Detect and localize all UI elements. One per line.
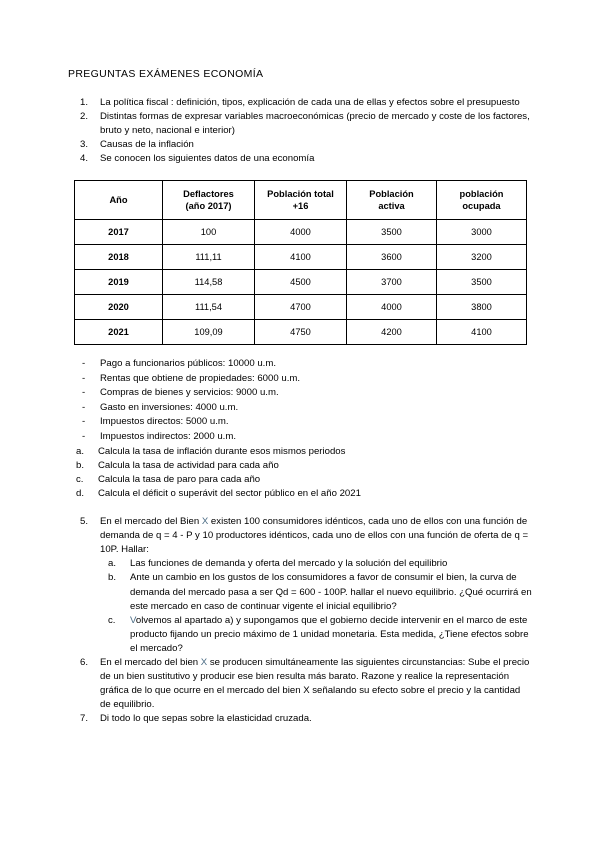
table-cell: 4100 xyxy=(437,320,527,345)
list-item-label: Compras de bienes y servicios: 9000 u.m. xyxy=(100,387,279,399)
question-text xyxy=(100,656,532,712)
header-line: Población total xyxy=(267,188,334,199)
header-line: ocupada xyxy=(462,201,501,212)
table-cell: 3000 xyxy=(437,220,527,245)
sub-item-letter: c. xyxy=(76,473,84,485)
accent-token: X xyxy=(201,516,209,528)
list-item-label: Rentas que obtiene de propiedades: 6000 u.m. xyxy=(100,372,301,384)
table-cell-year: 2020 xyxy=(75,295,163,320)
table-cell-year: 2018 xyxy=(75,245,163,270)
table-cell: 111,11 xyxy=(163,245,255,270)
table-header-cell xyxy=(255,181,347,220)
question-text: La política fiscal : definición, tipos, explicación de cada una de ellas y efectos sobre el presupuesto xyxy=(100,96,520,108)
table-row xyxy=(75,270,527,295)
question-item-2 xyxy=(68,110,532,138)
dash-bullet-icon: - xyxy=(82,401,86,413)
question-number: 4. xyxy=(80,153,89,165)
sub-item xyxy=(100,557,532,571)
sub-item-text xyxy=(130,615,529,654)
sub-item xyxy=(68,445,532,459)
sub-item-text: Las funciones de demanda y oferta del mercado y la solución del equilibrio xyxy=(130,558,448,570)
table-header-row xyxy=(75,181,527,220)
table-cell: 4100 xyxy=(255,245,347,270)
list-item xyxy=(68,401,532,416)
list-item-label: Pago a funcionarios públicos: 10000 u.m. xyxy=(100,358,276,370)
question-number: 3. xyxy=(80,138,89,150)
sub-item-text: Calcula la tasa de actividad para cada año xyxy=(98,459,279,471)
list-item xyxy=(68,357,532,372)
page-title: PREGUNTAS EXÁMENES ECONOMÍA xyxy=(68,68,264,80)
sub-item-text: Calcula la tasa de inflación durante esos mismos periodos xyxy=(98,445,346,457)
list-item-label: Gasto en inversiones: 4000 u.m. xyxy=(100,401,239,413)
question-text-part2: se producen simultáneamente las siguientes circunstancias: Sube el precio de un bien sustitutivo y producir ese bien resulta más barato. Razone y realice la representación gráfica de lo que ocurre en el mercado del bien X señalando su efecto sobre el precio y la cantidad de equilibrio. xyxy=(100,656,530,711)
question-item-3 xyxy=(68,138,532,152)
table-header-cell xyxy=(347,181,437,220)
table-row xyxy=(75,320,527,345)
table-cell: 114,58 xyxy=(163,270,255,295)
table-row xyxy=(75,245,527,270)
header-line: activa xyxy=(378,201,405,212)
table-cell: 109,09 xyxy=(163,320,255,345)
question-text-part2: existen 100 consumidores idénticos, cada uno de ellos con una función de demanda de q = 4 - P y 10 productores idénticos, cada uno de ellos con una función de oferta de q = 10P. Hallar: xyxy=(100,516,529,556)
sub-item-text-rest: olvemos al apartado a) y supongamos que el gobierno decide intervenir en el marco de este producto fijando un precio máximo de 1 unidad monetaria. Esta medida, ¿Tiene efectos sobre el mercado? xyxy=(130,614,529,654)
question-text: Distintas formas de expresar variables macroeconómicas (precio de mercado y coste de los factores, bruto y neto, nacional e interior) xyxy=(100,110,530,136)
question-number: 6. xyxy=(80,656,89,668)
question-text: Di todo lo que sepas sobre la elasticidad cruzada. xyxy=(100,713,312,725)
sub-item-text: Ante un cambio en los gustos de los consumidores a favor de consumir el bien, la curva de demanda del mercado pasa a ser Qd = 600 - 100P. hallar el nuevo equilibrio. ¿Qué ocurrirá en este mercado en caso de continuar vigente el inicial equilibrio? xyxy=(130,572,532,612)
sub-item xyxy=(68,487,532,501)
list-item xyxy=(68,386,532,401)
sub-item-text: Calcula el déficit o superávit del sector público en el año 2021 xyxy=(98,487,361,499)
question-5-subitems xyxy=(100,557,532,656)
table-cell: 100 xyxy=(163,220,255,245)
accent-token: V xyxy=(130,614,136,626)
table-cell-year: 2019 xyxy=(75,270,163,295)
table-cell: 4200 xyxy=(347,320,437,345)
question-text xyxy=(100,515,532,557)
header-line: (año 2017) xyxy=(185,201,232,212)
table-header-cell xyxy=(437,181,527,220)
question-item-1 xyxy=(68,96,532,110)
dash-bullet-icon: - xyxy=(82,431,86,443)
sub-item-letter: d. xyxy=(76,487,85,499)
economy-data-table xyxy=(74,180,527,345)
table-cell: 3800 xyxy=(437,295,527,320)
table-cell: 111,54 xyxy=(163,295,255,320)
table-cell: 3200 xyxy=(437,245,527,270)
table-cell-year: 2021 xyxy=(75,320,163,345)
sub-item-letter: c. xyxy=(108,614,116,626)
list-item xyxy=(68,430,532,445)
accent-token: X xyxy=(200,656,208,668)
table-cell: 4750 xyxy=(255,320,347,345)
questions-list-continued xyxy=(68,515,532,726)
question-item-4 xyxy=(68,152,532,166)
list-item xyxy=(68,415,532,430)
dash-bullet-icon: - xyxy=(82,358,86,370)
sub-item-letter: b. xyxy=(76,459,85,471)
table-cell: 4000 xyxy=(255,220,347,245)
question-number: 1. xyxy=(80,96,89,108)
question-text: Se conocen los siguientes datos de una economía xyxy=(100,153,315,165)
table-header-cell xyxy=(163,181,255,220)
question-text: Causas de la inflación xyxy=(100,138,194,150)
economy-data-table-wrapper xyxy=(74,180,532,345)
question-item-5 xyxy=(68,515,532,656)
table-header-cell xyxy=(75,181,163,220)
header-line: Población xyxy=(369,188,414,199)
sub-item-letter: a. xyxy=(108,558,117,570)
table-row xyxy=(75,295,527,320)
table-cell: 3600 xyxy=(347,245,437,270)
sub-item xyxy=(68,459,532,473)
header-line: +16 xyxy=(292,201,309,212)
sub-item-text: Calcula la tasa de paro para cada año xyxy=(98,473,261,485)
sub-item-letter: a. xyxy=(76,445,85,457)
sub-item xyxy=(100,614,532,656)
table-cell: 3700 xyxy=(347,270,437,295)
question-item-7 xyxy=(68,712,532,726)
question-number: 7. xyxy=(80,713,89,725)
header-line: Año xyxy=(109,194,128,205)
table-cell: 3500 xyxy=(437,270,527,295)
questions-list xyxy=(68,96,532,166)
table-cell-year: 2017 xyxy=(75,220,163,245)
question-text-part1: En el mercado del Bien xyxy=(100,516,202,528)
economy-data-items-list xyxy=(68,357,532,445)
question-item-6 xyxy=(68,656,532,712)
dash-bullet-icon: - xyxy=(82,387,86,399)
dash-bullet-icon: - xyxy=(82,372,86,384)
table-cell: 4500 xyxy=(255,270,347,295)
question-number: 2. xyxy=(80,110,89,122)
question-4-subitems xyxy=(68,445,532,501)
list-item-label: Impuestos indirectos: 2000 u.m. xyxy=(100,431,236,443)
header-line: Deflactores xyxy=(183,188,234,199)
sub-item xyxy=(100,571,532,613)
table-row xyxy=(75,220,527,245)
table-cell: 3500 xyxy=(347,220,437,245)
question-text-part1: En el mercado del bien xyxy=(100,656,201,668)
table-cell: 4700 xyxy=(255,295,347,320)
question-number: 5. xyxy=(80,516,89,528)
list-item xyxy=(68,372,532,387)
list-item-label: Impuestos directos: 5000 u.m. xyxy=(100,416,229,428)
header-line: población xyxy=(459,188,504,199)
sub-item xyxy=(68,473,532,487)
table-cell: 4000 xyxy=(347,295,437,320)
dash-bullet-icon: - xyxy=(82,416,86,428)
sub-item-letter: b. xyxy=(108,572,117,584)
